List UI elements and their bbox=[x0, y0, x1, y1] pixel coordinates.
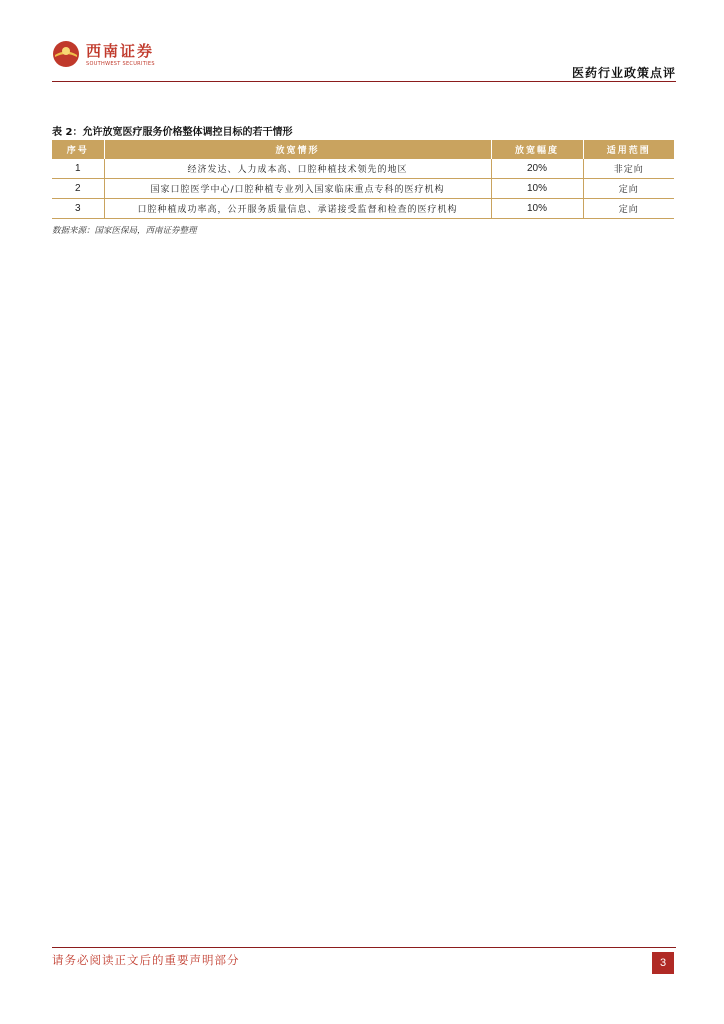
page-number: 3 bbox=[652, 952, 674, 974]
cell-scope: 定向 bbox=[583, 199, 674, 219]
cell-index: 2 bbox=[52, 179, 104, 199]
logo-emblem-icon bbox=[52, 40, 80, 68]
cell-index: 3 bbox=[52, 199, 104, 219]
logo-english-name: SOUTHWEST SECURITIES bbox=[86, 61, 155, 67]
cell-scope: 定向 bbox=[583, 179, 674, 199]
cell-condition: 经济发达、人力成本高、口腔种植技术领先的地区 bbox=[104, 159, 491, 179]
footer-divider bbox=[52, 947, 676, 948]
column-header-scope: 适用范围 bbox=[583, 140, 674, 159]
company-logo bbox=[52, 38, 172, 74]
cell-scope: 非定向 bbox=[583, 159, 674, 179]
cell-index: 1 bbox=[52, 159, 104, 179]
table-row bbox=[52, 159, 674, 179]
column-header-range: 放宽幅度 bbox=[491, 140, 583, 159]
header-divider bbox=[52, 81, 676, 82]
cell-range: 20% bbox=[491, 159, 583, 179]
cell-condition: 国家口腔医学中心/口腔种植专业列入国家临床重点专科的医疗机构 bbox=[104, 179, 491, 199]
column-header-index: 序号 bbox=[52, 140, 104, 159]
column-header-condition: 放宽情形 bbox=[104, 140, 491, 159]
table-source-note: 数据来源：国家医保局，西南证券整理 bbox=[52, 226, 197, 236]
cell-range: 10% bbox=[491, 199, 583, 219]
table-header-row bbox=[52, 140, 674, 159]
cell-condition: 口腔种植成功率高，公开服务质量信息、承诺接受监督和检查的医疗机构 bbox=[104, 199, 491, 219]
data-table bbox=[52, 140, 674, 219]
footer-disclaimer: 请务必阅读正文后的重要声明部分 bbox=[52, 953, 240, 967]
page-header bbox=[52, 38, 676, 82]
cell-range: 10% bbox=[491, 179, 583, 199]
table-row bbox=[52, 199, 674, 219]
logo-chinese-name: 西南证券 bbox=[86, 42, 155, 60]
report-category-title: 医药行业政策点评 bbox=[571, 66, 676, 80]
table-caption: 表 2：允许放宽医疗服务价格整体调控目标的若干情形 bbox=[52, 127, 293, 138]
table-row bbox=[52, 179, 674, 199]
